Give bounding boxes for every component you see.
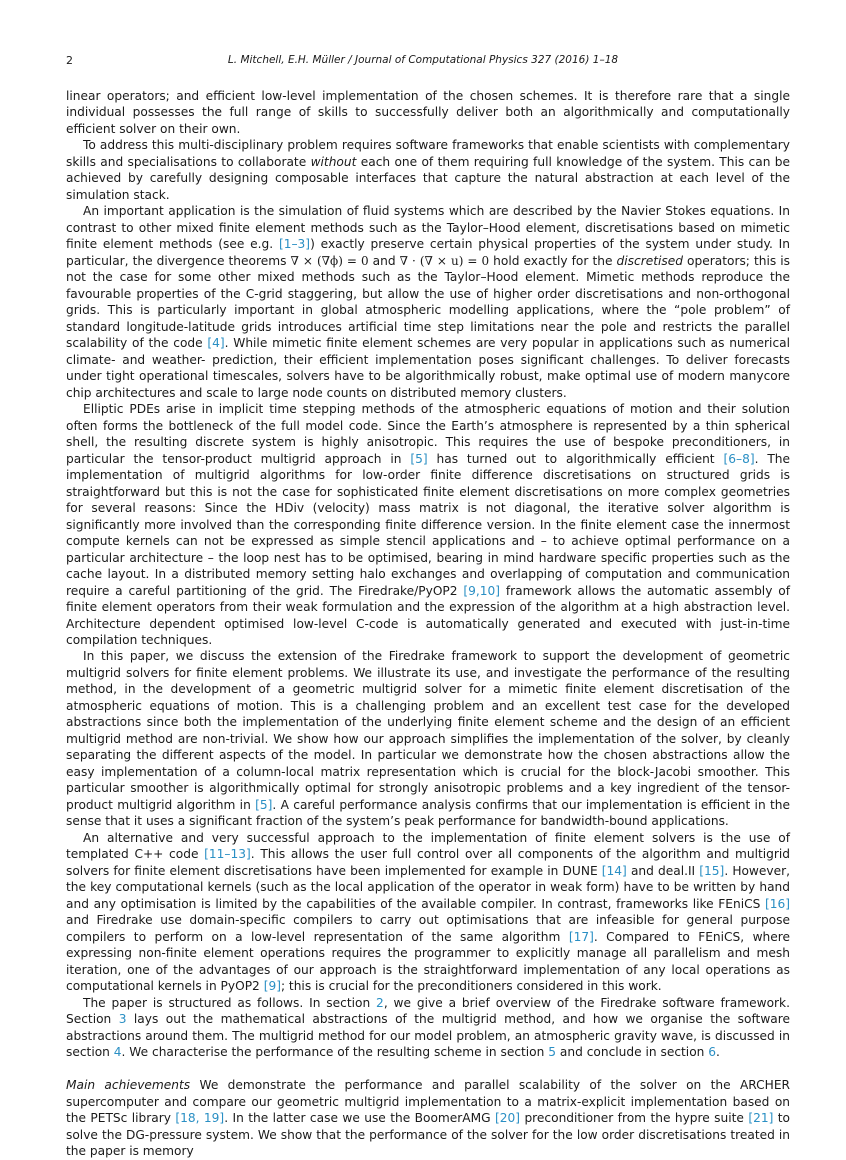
text-span: . The implementation of multigrid algorithms for low-order finite difference discretisations on structured grids is straightforward but this is not the case for sophisticated finite element discretisations on more complex geometries for several reasons: Since the HDiv (velocity) mass matrix is not diagonal, the iterative solver algorithm is significantly more involved than the corresponding finite difference version. In the finite element case the innermost compute kernels can not be expressed as simple stencil applications and – to achieve optimal performance on a particular architecture – the loop nest has to be optimised, bearing in mind hardware specific properties such as the cache layout. In a distributed memory setting halo exchanges and overlapping of computation and communication require a careful partitioning of the grid. The Firedrake/PyOP2 bbox=[66, 451, 791, 598]
text-span: hold exactly for the bbox=[489, 253, 617, 268]
text-span: Elliptic PDEs arise in implicit time stepping methods of the atmospheric equations of motion and their solution often forms the bottleneck of the full model code. Since the Earth’s atmosphere is represented by a thin spherical shell, the resulting discrete system is highly anisotropic. This requires the use of bespoke preconditioners, in particular the tensor-product multigrid approach in bbox=[66, 402, 790, 466]
text-span: and bbox=[368, 253, 400, 268]
text-span: ) exactly preserve certain physical properties of the system under study. In particular, the divergence theorems bbox=[66, 237, 790, 268]
citation-link[interactable]: [17] bbox=[568, 929, 594, 944]
citation-link[interactable]: [20] bbox=[495, 1111, 521, 1126]
citation-link[interactable]: [21] bbox=[748, 1111, 774, 1126]
body-text bbox=[66, 88, 790, 1160]
text-span: . bbox=[716, 1045, 720, 1060]
citation-link[interactable]: [16] bbox=[764, 896, 790, 911]
emphasis: without bbox=[310, 154, 357, 169]
text-span: . This allows the user full control over all components of the algorithm and multigrid solvers for finite element discretisations have been implemented for example in DUNE bbox=[66, 847, 791, 878]
section-title: Main achievements bbox=[66, 1078, 191, 1093]
section-link[interactable]: 6 bbox=[708, 1045, 717, 1060]
text-span: . We characterise the performance of the resulting scheme in section bbox=[121, 1045, 549, 1060]
emphasis: discretised bbox=[616, 253, 683, 268]
text-span: and conclude in section bbox=[556, 1045, 709, 1060]
citation-link[interactable]: [4] bbox=[207, 336, 225, 351]
text-span: lays out the mathematical abstractions of the multigrid method, and how we organise the software abstractions around them. The multigrid method for our model problem, an atmospheric gravity wave, is discussed in section bbox=[66, 1012, 790, 1060]
citation-link[interactable]: [9] bbox=[263, 979, 281, 994]
paragraph-7 bbox=[66, 995, 790, 1061]
text-span: We demonstrate the performance and parallel scalability of the solver on the ARCHER supercomputer and compare our geometric multigrid implementation to a matrix-explicit implementation based on the PETSc library bbox=[66, 1078, 790, 1126]
text-span: The paper is structured as follows. In section bbox=[83, 995, 377, 1010]
text-span: each one of them requiring full knowledge of the system. This can be achieved by carefully designing composable interfaces that capture the natural abstraction at each level of the simulation stack. bbox=[66, 154, 791, 202]
page-number: 2 bbox=[66, 54, 73, 67]
section-link[interactable]: 5 bbox=[548, 1045, 557, 1060]
text-span: operators; this is not the case for some other mixed methods such as the Taylor–Hood element. Mimetic methods reproduce the favourable properties of the C-grid staggering, but allow the use of higher order discretisations and non-orthogonal grids. This is particularly important in global atmospheric modelling applications, where the “pole problem” of standard longitude-latitude grids introduces artificial time step limitations near the pole and restricts the parallel scalability of the code bbox=[66, 253, 791, 351]
text-span: . While mimetic finite element schemes are very popular in applications such as numerical climate- and weather- prediction, their efficient implementation poses significant challenges. To deliver forecasts under tight operational timescales, solvers have to be algorithmically robust, make optimal use of modern manycore chip architectures and scale to large node counts on distributed memory clusters. bbox=[66, 336, 790, 400]
paragraph-5 bbox=[66, 648, 790, 829]
text-span: . A careful performance analysis confirms that our implementation is efficient in the sense that it uses a significant fraction of the system’s peak performance for bandwidth-bound applications. bbox=[66, 797, 790, 829]
citation-link[interactable]: [18, 19] bbox=[175, 1111, 225, 1126]
text-span: , we give a brief overview of the Firedrake software framework. Section bbox=[66, 995, 790, 1027]
math-expression: ∇ · (∇ × u) = 0 bbox=[399, 253, 490, 268]
text-span: has turned out to algorithmically efficient bbox=[427, 451, 724, 466]
text-span: . However, the key computational kernels (such as the local application of the operator in weak form) have to be written by hand and any optimisation is limited by the capabilities of the available compiler. In contrast, frameworks like FEniCS bbox=[66, 863, 790, 911]
citation-link[interactable]: [5] bbox=[410, 451, 428, 466]
section-link[interactable]: 2 bbox=[376, 995, 384, 1010]
paragraph-6 bbox=[66, 830, 790, 995]
citation-link[interactable]: [15] bbox=[699, 863, 725, 878]
citation-link[interactable]: [6–8] bbox=[723, 451, 755, 466]
text-span: . In the latter case we use the BoomerAMG bbox=[224, 1111, 495, 1126]
paragraph-3 bbox=[66, 203, 790, 401]
paragraph-main-achievements bbox=[66, 1077, 790, 1159]
citation-link[interactable]: [14] bbox=[601, 863, 627, 878]
text-span: to solve the DG-pressure system. We show that the performance of the solver for the low order discretisations treated in the paper is memory bbox=[66, 1111, 791, 1159]
citation-link[interactable]: [11–13] bbox=[204, 847, 251, 862]
text-span: and Firedrake use domain-specific compilers to carry out optimisations that are infeasible for general purpose compilers to perform on a low-level representation of the same algorithm bbox=[66, 913, 790, 944]
text-span: ; this is crucial for the preconditioners considered in this work. bbox=[280, 979, 662, 994]
citation-link[interactable]: [1–3] bbox=[278, 237, 311, 252]
paragraph-1 bbox=[66, 88, 790, 137]
text-span: framework allows the automatic assembly of finite element operators from their weak formulation and the expression of the algorithm at a high abstraction level. Architecture dependent optimised low-level C-code is automatically generated and executed with just-in-time compilation techniques. bbox=[66, 583, 790, 647]
section-link[interactable]: 4 bbox=[113, 1045, 122, 1060]
text-span: . Compared to FEniCS, where expressing non-finite element operations requires the programmer to explicitly manage all parallelism and mesh iteration, one of the advantages of our approach is the straightforward implementation of any local operations as computational kernels in PyOP2 bbox=[66, 929, 790, 994]
text-span: To address this multi-disciplinary problem requires software frameworks that enable scientists with complementary skills and specialisations to collaborate bbox=[66, 138, 790, 169]
text-span: In this paper, we discuss the extension of the Firedrake framework to support the development of geometric multigrid solvers for finite element problems. We illustrate its use, and investigate the performance of the resulting method, in the development of a geometric multigrid solver for a mimetic finite element discretisation of the atmospheric equations of motion. This is a challenging problem and an excellent test case for the developed abstractions since both the implementation of the underlying finite element scheme and the design of an efficient multigrid method are non-trivial. We show how our approach simplifies the implementation of the solver, by cleanly separating the different aspects of the model. In particular we demonstrate how the chosen abstractions allow the easy implementation of a column-local matrix representation which is crucial for the block-Jacobi smoother. This particular smoother is algorithmically optimal for strongly anisotropic problems and a key ingredient of the tensor-product multigrid algorithm in bbox=[66, 649, 790, 812]
section-link[interactable]: 3 bbox=[118, 1012, 127, 1027]
citation-link[interactable]: [5] bbox=[255, 797, 273, 812]
text-span: An alternative and very successful approach to the implementation of finite element solvers is the use of templated C++ code bbox=[66, 830, 790, 862]
running-head: L. Mitchell, E.H. Müller / Journal of Computational Physics 327 (2016) 1–18 bbox=[227, 54, 619, 66]
text-span: and deal.II bbox=[626, 863, 700, 878]
citation-link[interactable]: [9,10] bbox=[463, 583, 501, 598]
text-span: An important application is the simulation of fluid systems which are described by the Navier Stokes equations. In contrast to other mixed finite element methods such as the Taylor–Hood element, discretisations based on mimetic finite element methods (see e.g. bbox=[66, 204, 790, 252]
paragraph-4 bbox=[66, 401, 790, 648]
text-span: linear operators; and efficient low-level implementation of the chosen schemes. It is therefore rare that a single individual possesses the full range of skills to successfully deliver both an algorithmically and computationally efficient solver on their own. bbox=[66, 89, 790, 136]
text-span: preconditioner from the hypre suite bbox=[520, 1111, 749, 1126]
paragraph-2 bbox=[66, 137, 790, 203]
math-expression: ∇ × (∇ϕ) = 0 bbox=[290, 253, 369, 268]
